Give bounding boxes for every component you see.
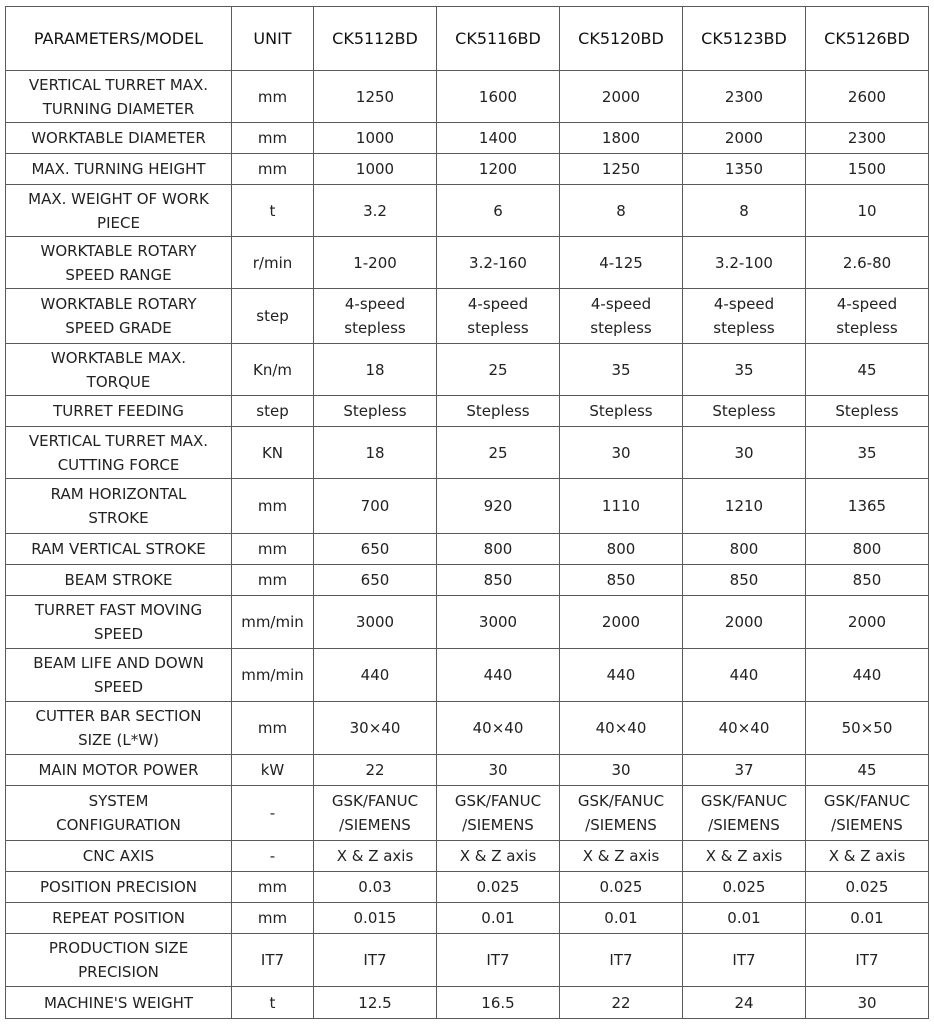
parameter-cell <box>6 185 232 237</box>
cell-line: CONFIGURATION <box>56 816 181 834</box>
unit-cell: mm <box>232 154 314 185</box>
value-cell: 850 <box>437 565 560 596</box>
unit-cell: step <box>232 396 314 427</box>
value-cell: 35 <box>683 344 806 396</box>
value-cell: 35 <box>806 427 929 479</box>
cell-line: /SIEMENS <box>339 816 411 834</box>
parameter-cell <box>6 123 232 154</box>
value-cell: X & Z axis <box>437 841 560 872</box>
parameter-cell <box>6 71 232 123</box>
value-cell: 18 <box>314 344 437 396</box>
value-cell: Stepless <box>683 396 806 427</box>
value-cell: 35 <box>560 344 683 396</box>
value-cell <box>560 786 683 841</box>
value-cell: 30×40 <box>314 702 437 755</box>
value-cell <box>806 786 929 841</box>
table-row <box>6 237 929 289</box>
value-cell: 25 <box>437 344 560 396</box>
parameter-cell <box>6 872 232 903</box>
cell-line: TURNING DIAMETER <box>42 99 195 118</box>
table-row <box>6 841 929 872</box>
value-cell: Stepless <box>314 396 437 427</box>
table-row <box>6 479 929 534</box>
cell-line: TURRET FEEDING <box>53 402 184 420</box>
cell-line: RAM HORIZONTAL <box>50 485 187 503</box>
value-cell: X & Z axis <box>560 841 683 872</box>
value-cell: 8 <box>683 185 806 237</box>
cell-line: 4-speed <box>467 295 529 313</box>
value-cell: 6 <box>437 185 560 237</box>
table-row <box>6 534 929 565</box>
cell-line: WORKTABLE DIAMETER <box>31 129 206 147</box>
parameter-cell <box>6 649 232 702</box>
cell-line: GSK/FANUC <box>454 792 542 810</box>
value-cell: 0.015 <box>314 903 437 934</box>
parameter-cell <box>6 479 232 534</box>
value-cell <box>314 786 437 841</box>
value-cell: 0.025 <box>560 872 683 903</box>
value-cell: 16.5 <box>437 987 560 1019</box>
parameter-cell <box>6 396 232 427</box>
value-cell: 3.2 <box>314 185 437 237</box>
unit-cell: mm <box>232 534 314 565</box>
spec-table <box>5 6 929 1019</box>
value-cell: IT7 <box>314 934 437 987</box>
value-cell: 30 <box>560 755 683 786</box>
table-row <box>6 649 929 702</box>
unit-cell: KN <box>232 427 314 479</box>
value-cell: 700 <box>314 479 437 534</box>
value-cell: 440 <box>314 649 437 702</box>
value-cell: 440 <box>437 649 560 702</box>
cell-line: 4-speed <box>713 295 775 313</box>
value-cell: 2600 <box>806 71 929 123</box>
value-cell: 1000 <box>314 123 437 154</box>
cell-line: MAIN MOTOR POWER <box>38 761 199 779</box>
cell-line: TORQUE <box>86 372 151 391</box>
value-cell: 850 <box>683 565 806 596</box>
value-cell: 650 <box>314 565 437 596</box>
value-cell: 1400 <box>437 123 560 154</box>
value-cell: 800 <box>683 534 806 565</box>
value-cell: 3.2-100 <box>683 237 806 289</box>
value-cell: 3000 <box>314 596 437 649</box>
value-cell: IT7 <box>806 934 929 987</box>
unit-cell: mm <box>232 872 314 903</box>
value-cell: 2300 <box>806 123 929 154</box>
parameter-cell <box>6 237 232 289</box>
value-cell: 1250 <box>314 71 437 123</box>
cell-line: CUTTING FORCE <box>57 455 180 474</box>
header-model: CK5126BD <box>806 7 929 71</box>
value-cell: 1800 <box>560 123 683 154</box>
spec-table-body <box>6 71 929 1019</box>
value-cell: 0.01 <box>560 903 683 934</box>
value-cell: 1500 <box>806 154 929 185</box>
parameter-cell <box>6 596 232 649</box>
cell-line: 4-speed <box>344 295 406 313</box>
unit-cell: - <box>232 786 314 841</box>
unit-cell: t <box>232 987 314 1019</box>
cell-line: GSK/FANUC <box>331 792 419 810</box>
value-cell: 0.01 <box>437 903 560 934</box>
unit-cell: mm <box>232 565 314 596</box>
value-cell: 22 <box>560 987 683 1019</box>
parameter-cell <box>6 565 232 596</box>
value-cell: 0.01 <box>683 903 806 934</box>
value-cell <box>314 289 437 344</box>
value-cell: 650 <box>314 534 437 565</box>
cell-line: MAX. WEIGHT OF WORK <box>28 189 209 208</box>
value-cell: 3.2-160 <box>437 237 560 289</box>
value-cell: 800 <box>560 534 683 565</box>
cell-line: stepless <box>467 319 529 337</box>
cell-line: WORKTABLE ROTARY <box>40 241 197 260</box>
value-cell: 2.6-80 <box>806 237 929 289</box>
value-cell: 2000 <box>806 596 929 649</box>
parameter-cell <box>6 154 232 185</box>
cell-line: BEAM LIFE AND DOWN <box>33 654 204 672</box>
value-cell: 1200 <box>437 154 560 185</box>
header-model: CK5116BD <box>437 7 560 71</box>
value-cell: 440 <box>806 649 929 702</box>
value-cell: 2000 <box>683 596 806 649</box>
table-row <box>6 872 929 903</box>
cell-line: /SIEMENS <box>708 816 780 834</box>
parameter-cell <box>6 755 232 786</box>
unit-cell: mm <box>232 702 314 755</box>
value-cell: 920 <box>437 479 560 534</box>
value-cell: 1250 <box>560 154 683 185</box>
value-cell <box>437 786 560 841</box>
value-cell: 30 <box>437 755 560 786</box>
cell-line: TURRET FAST MOVING <box>34 601 203 619</box>
cell-line: 4-speed <box>836 295 898 313</box>
cell-line: stepless <box>713 319 775 337</box>
parameter-cell <box>6 987 232 1019</box>
table-row <box>6 596 929 649</box>
table-row <box>6 934 929 987</box>
value-cell: Stepless <box>560 396 683 427</box>
value-cell: 3000 <box>437 596 560 649</box>
value-cell: X & Z axis <box>806 841 929 872</box>
unit-cell: mm/min <box>232 596 314 649</box>
value-cell: IT7 <box>437 934 560 987</box>
unit-cell: mm <box>232 123 314 154</box>
value-cell <box>560 289 683 344</box>
parameter-cell <box>6 841 232 872</box>
cell-line: RAM VERTICAL STROKE <box>31 540 206 558</box>
cell-line: CUTTER BAR SECTION <box>35 707 202 725</box>
value-cell: 1210 <box>683 479 806 534</box>
value-cell: 4-125 <box>560 237 683 289</box>
cell-line: PIECE <box>97 213 140 232</box>
value-cell: IT7 <box>560 934 683 987</box>
unit-cell: Kn/m <box>232 344 314 396</box>
unit-cell: IT7 <box>232 934 314 987</box>
parameter-cell <box>6 344 232 396</box>
value-cell: 1350 <box>683 154 806 185</box>
parameter-cell <box>6 534 232 565</box>
value-cell: 25 <box>437 427 560 479</box>
value-cell: 0.025 <box>683 872 806 903</box>
cell-line: SPEED GRADE <box>65 319 172 337</box>
value-cell: 2000 <box>560 596 683 649</box>
value-cell: 18 <box>314 427 437 479</box>
value-cell: 24 <box>683 987 806 1019</box>
parameter-cell <box>6 786 232 841</box>
unit-cell: t <box>232 185 314 237</box>
value-cell: 45 <box>806 755 929 786</box>
cell-line: MACHINE'S WEIGHT <box>43 993 194 1012</box>
table-row <box>6 71 929 123</box>
value-cell: X & Z axis <box>314 841 437 872</box>
cell-line: SPEED <box>93 625 144 643</box>
value-cell: 40×40 <box>560 702 683 755</box>
value-cell: 12.5 <box>314 987 437 1019</box>
cell-line: STROKE <box>88 509 149 527</box>
value-cell: 40×40 <box>683 702 806 755</box>
value-cell: IT7 <box>683 934 806 987</box>
cell-line: SYSTEM <box>88 792 149 810</box>
value-cell: 30 <box>683 427 806 479</box>
value-cell <box>683 289 806 344</box>
value-cell <box>806 289 929 344</box>
cell-line: /SIEMENS <box>462 816 534 834</box>
unit-cell: mm <box>232 903 314 934</box>
value-cell: 1-200 <box>314 237 437 289</box>
header-model: CK5120BD <box>560 7 683 71</box>
table-row <box>6 396 929 427</box>
value-cell: 0.03 <box>314 872 437 903</box>
cell-line: CNC AXIS <box>82 847 155 865</box>
header-parameter: PARAMETERS/MODEL <box>6 7 232 71</box>
value-cell: 0.025 <box>806 872 929 903</box>
value-cell: 37 <box>683 755 806 786</box>
cell-line: GSK/FANUC <box>577 792 665 810</box>
unit-cell: mm <box>232 71 314 123</box>
cell-line: REPEAT POSITION <box>52 909 185 927</box>
parameter-cell <box>6 903 232 934</box>
table-row <box>6 344 929 396</box>
cell-line: POSITION PRECISION <box>40 878 197 896</box>
cell-line: WORKTABLE MAX. <box>50 348 187 367</box>
parameter-cell <box>6 289 232 344</box>
cell-line: VERTICAL TURRET MAX. <box>28 431 209 450</box>
cell-line: stepless <box>836 319 898 337</box>
unit-cell: mm <box>232 479 314 534</box>
cell-line: WORKTABLE ROTARY <box>40 295 197 313</box>
cell-line: MAX. TURNING HEIGHT <box>31 160 206 178</box>
table-row <box>6 185 929 237</box>
cell-line: stepless <box>590 319 652 337</box>
value-cell <box>683 786 806 841</box>
table-row <box>6 427 929 479</box>
table-row <box>6 289 929 344</box>
cell-line: stepless <box>344 319 406 337</box>
cell-line: SPEED <box>93 678 144 696</box>
table-row <box>6 702 929 755</box>
table-row <box>6 154 929 185</box>
unit-cell: mm/min <box>232 649 314 702</box>
value-cell: 0.01 <box>806 903 929 934</box>
unit-cell: r/min <box>232 237 314 289</box>
value-cell: 40×40 <box>437 702 560 755</box>
cell-line: PRECISION <box>78 963 159 981</box>
value-cell: 1110 <box>560 479 683 534</box>
value-cell: 440 <box>683 649 806 702</box>
cell-line: BEAM STROKE <box>64 571 173 589</box>
value-cell: Stepless <box>437 396 560 427</box>
table-row <box>6 565 929 596</box>
cell-line: GSK/FANUC <box>700 792 788 810</box>
cell-line: SPEED RANGE <box>65 265 172 284</box>
value-cell: 1000 <box>314 154 437 185</box>
value-cell: 0.025 <box>437 872 560 903</box>
value-cell: X & Z axis <box>683 841 806 872</box>
unit-cell: kW <box>232 755 314 786</box>
value-cell: 2000 <box>683 123 806 154</box>
value-cell: 1600 <box>437 71 560 123</box>
cell-line: SIZE (L*W) <box>78 731 159 749</box>
unit-cell: step <box>232 289 314 344</box>
cell-line: /SIEMENS <box>585 816 657 834</box>
parameter-cell <box>6 427 232 479</box>
unit-cell: - <box>232 841 314 872</box>
value-cell: 8 <box>560 185 683 237</box>
header-model: CK5123BD <box>683 7 806 71</box>
parameter-cell <box>6 934 232 987</box>
table-row <box>6 755 929 786</box>
cell-line: VERTICAL TURRET MAX. <box>28 75 209 94</box>
value-cell: 22 <box>314 755 437 786</box>
cell-line: /SIEMENS <box>831 816 903 834</box>
cell-line: GSK/FANUC <box>823 792 911 810</box>
parameter-cell <box>6 702 232 755</box>
value-cell: 850 <box>560 565 683 596</box>
header-unit: UNIT <box>232 7 314 71</box>
header-model: CK5112BD <box>314 7 437 71</box>
value-cell: 45 <box>806 344 929 396</box>
table-row <box>6 987 929 1019</box>
value-cell <box>437 289 560 344</box>
value-cell: 800 <box>806 534 929 565</box>
value-cell: Stepless <box>806 396 929 427</box>
table-row <box>6 786 929 841</box>
value-cell: 1365 <box>806 479 929 534</box>
value-cell: 2300 <box>683 71 806 123</box>
value-cell: 2000 <box>560 71 683 123</box>
header-row <box>6 7 929 71</box>
cell-line: 4-speed <box>590 295 652 313</box>
table-row <box>6 903 929 934</box>
value-cell: 440 <box>560 649 683 702</box>
cell-line: PRODUCTION SIZE <box>48 939 189 957</box>
value-cell: 30 <box>806 987 929 1019</box>
table-row <box>6 123 929 154</box>
value-cell: 10 <box>806 185 929 237</box>
value-cell: 30 <box>560 427 683 479</box>
value-cell: 800 <box>437 534 560 565</box>
value-cell: 850 <box>806 565 929 596</box>
value-cell: 50×50 <box>806 702 929 755</box>
